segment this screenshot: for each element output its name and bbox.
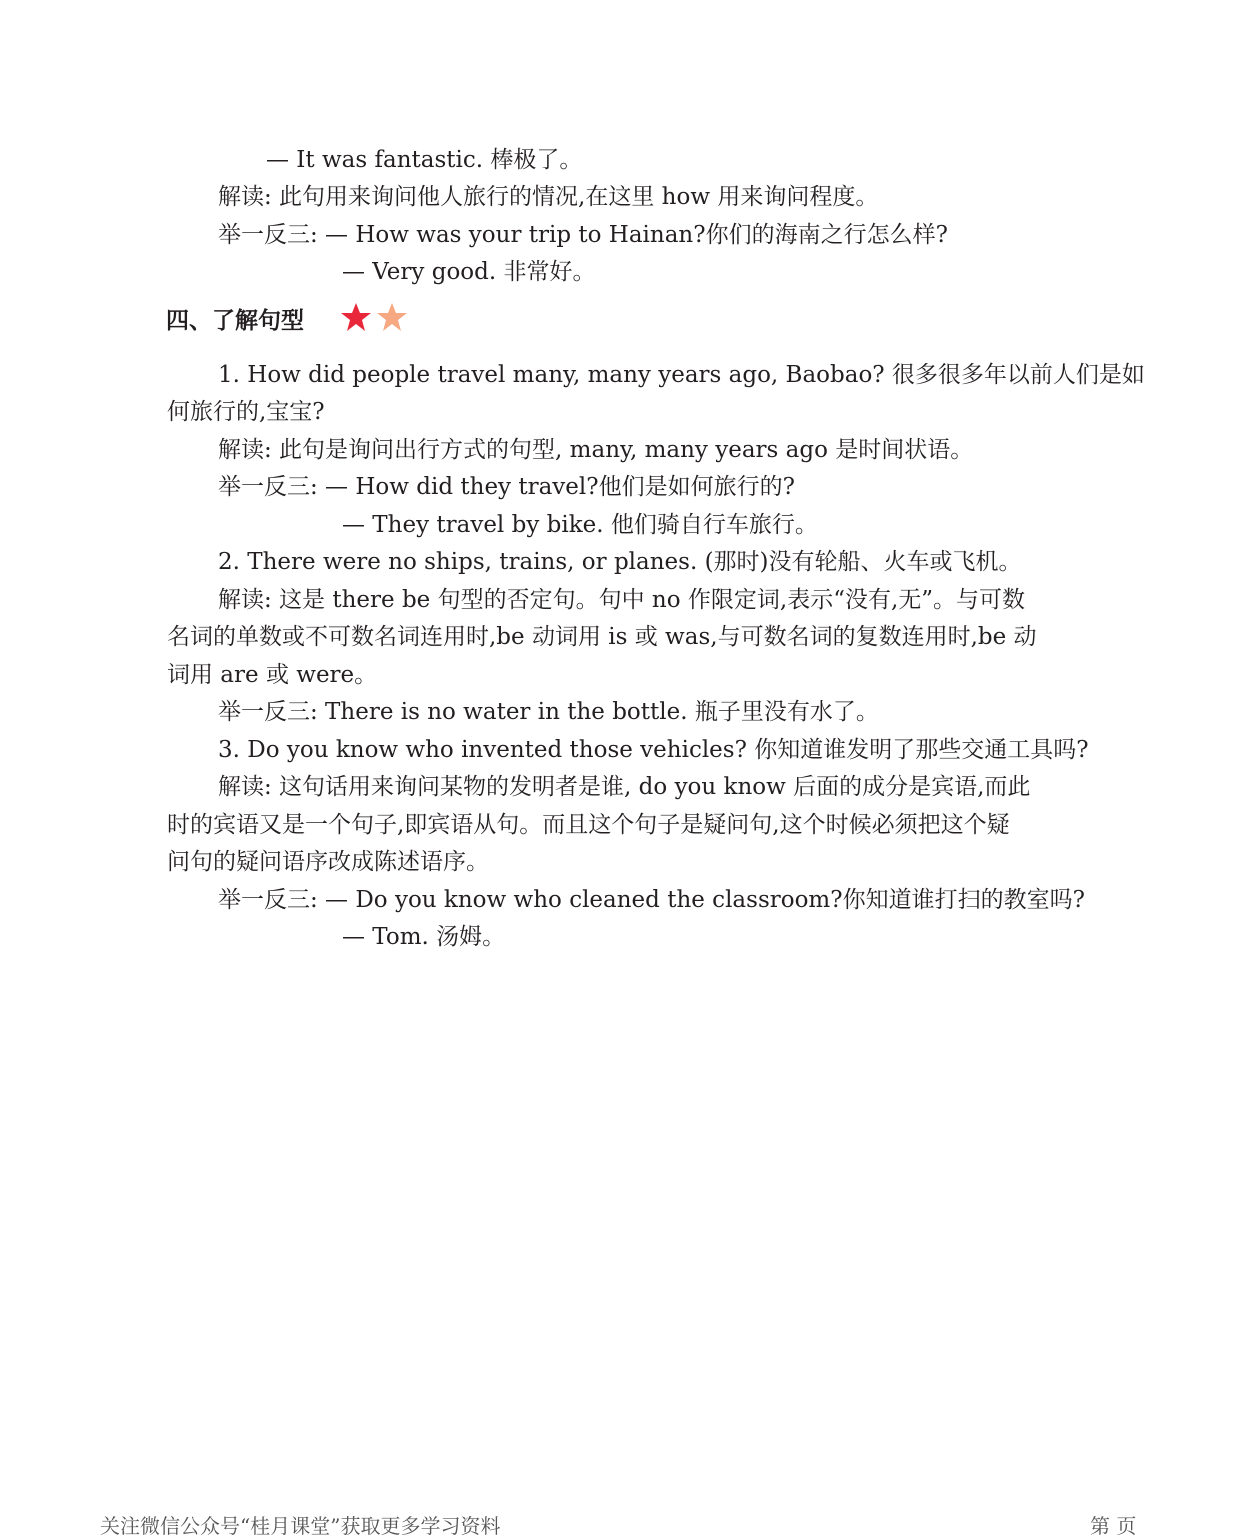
star-icon: [377, 303, 407, 331]
page-number: 第 页: [1090, 1514, 1137, 1538]
footer-text: 关注微信公众号“桂月课堂”获取更多学习资料: [100, 1514, 501, 1538]
answer-line: — It was fantastic. 棒极了。: [266, 147, 583, 173]
example-line: 举一反三: — How was your trip to Hainan?你们的海南之行怎么样?: [218, 222, 948, 248]
example-answer-line: — Very good. 非常好。: [342, 259, 596, 285]
explanation-line-cont: 名词的单数或不可数名词连用时,be 动词用 is 或 was,与可数名词的复数连用时,be 动: [167, 624, 1037, 650]
explanation-line-cont: 问句的疑问语序改成陈述语序。: [167, 849, 489, 875]
explanation-line-cont: 词用 are 或 were。: [167, 662, 378, 688]
explanation-line: 解读: 这句话用来询问某物的发明者是谁, do you know 后面的成分是宾语,而此: [218, 774, 1031, 800]
example-line: 举一反三: — How did they travel?他们是如何旅行的?: [218, 474, 795, 500]
example-line: 举一反三: — Do you know who cleaned the classroom?你知道谁打扫的教室吗?: [218, 887, 1085, 913]
explanation-line: 解读: 此句用来询问他人旅行的情况,在这里 how 用来询问程度。: [218, 184, 879, 210]
example-answer-line: — Tom. 汤姆。: [342, 924, 506, 950]
explanation-line: 解读: 此句是询问出行方式的句型, many, many years ago 是时间状语。: [218, 437, 974, 463]
sentence-2: 2. There were no ships, trains, or planes. (那时)没有轮船、火车或飞机。: [218, 549, 1022, 575]
star-icon: [341, 303, 371, 331]
difficulty-stars: [340, 300, 412, 336]
sentence-1: 1. How did people travel many, many years ago, Baobao? 很多很多年以前人们是如: [218, 362, 1145, 388]
explanation-line-cont: 时的宾语又是一个句子,即宾语从句。而且这个句子是疑问句,这个时候必须把这个疑: [167, 812, 1010, 838]
sentence-1-cont: 何旅行的,宝宝?: [167, 399, 325, 425]
example-line: 举一反三: There is no water in the bottle. 瓶子里没有水了。: [218, 699, 879, 725]
explanation-line: 解读: 这是 there be 句型的否定句。句中 no 作限定词,表示“没有,无”。与可数: [218, 587, 1026, 613]
example-answer-line: — They travel by bike. 他们骑自行车旅行。: [342, 512, 818, 538]
sentence-3: 3. Do you know who invented those vehicles? 你知道谁发明了那些交通工具吗?: [218, 737, 1089, 763]
section-heading: 四、了解句型: [166, 308, 304, 334]
